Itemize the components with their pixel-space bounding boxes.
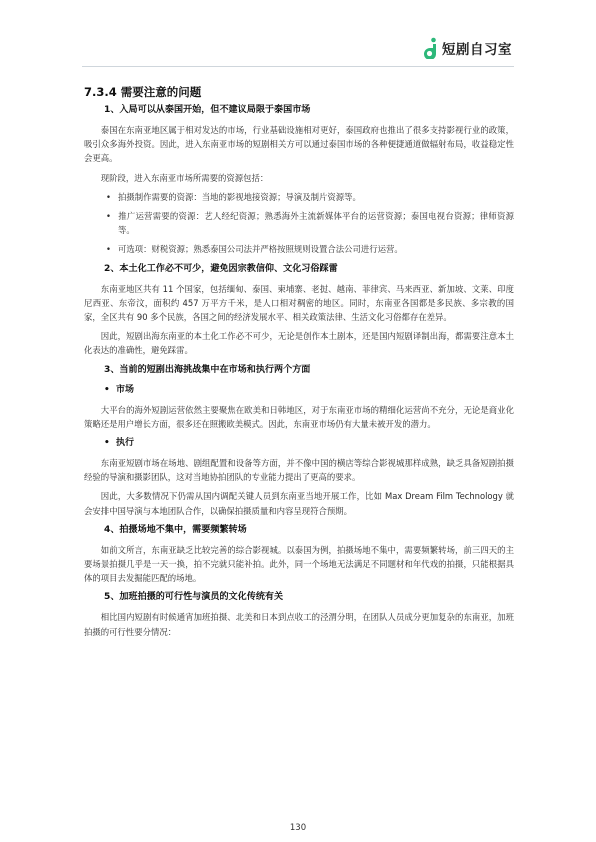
subheading-3: 3、当前的短剧出海挑战集中在市场和执行两个方面 bbox=[104, 364, 311, 375]
paragraph: 因此，短剧出海东南亚的本土化工作必不可少，无论是创作本土剧本，还是国内短剧译制出海，都需要注意本土化表达的准确性，避免踩雷。 bbox=[84, 331, 514, 356]
bullet-heading-execution: • 执行 bbox=[104, 438, 135, 449]
paragraph: 大平台的海外短剧运营依然主要聚焦在欧美和日韩地区，对于东南亚市场的精细化运营尚不充分，无论是商业化策略还是用户增长方面，很多还在照搬欧美模式。因此，东南亚市场仍有大量未被开发的潜力。 bbox=[84, 404, 514, 429]
paragraph: 如前文所言，东南亚缺乏比较完善的综合影视城。以泰国为例，拍摄场地不集中，需要频繁转场，前三四天的主要场景拍摄几乎是一天一换，拍不完就只能补拍。此外，同一个场地无法满足不同题材和年代戏的拍摄，只能根据具体的项目去发掘能匹配的场地。 bbox=[84, 544, 514, 584]
subheading-2: 2、本土化工作必不可少，避免因宗教信仰、文化习俗踩雷 bbox=[104, 263, 338, 274]
bullet-dot-icon: • bbox=[104, 438, 110, 449]
subheading-4: 4、拍摄场地不集中，需要频繁转场 bbox=[104, 524, 247, 535]
page-header bbox=[82, 26, 514, 67]
section-title: 7.3.4 需要注意的问题 bbox=[84, 85, 202, 99]
paragraph: 现阶段，进入东南亚市场所需要的资源包括： bbox=[100, 172, 269, 183]
subheading-5: 5、加班拍摄的可行性与演员的文化传统有关 bbox=[104, 592, 284, 603]
page-number: 130 bbox=[289, 823, 307, 833]
paragraph: 因此，大多数情况下仍需从国内调配关键人员到东南亚当地开展工作，比如 Max Dream Film Technology 就会安排中国导演与本地团队合作，以确保拍摄质量和内容呈现符合预期。 bbox=[84, 491, 514, 516]
paragraph: 相比国内短剧有时候通宵加班拍摄、北美和日本到点收工的泾渭分明，在团队人员成分更加复杂的东南亚，加班拍摄的可行性要分情况： bbox=[84, 612, 514, 637]
bullet-item: • 拍摄制作需要的资源：当地的影视地接资源；导演及制片资源等。 bbox=[84, 190, 514, 204]
subheading-1: 1、入局可以从泰国开始，但不建议局限于泰国市场 bbox=[104, 105, 311, 115]
paragraph: 东南亚地区共有 11 个国家，包括缅甸、泰国、柬埔寨、老挝、越南、菲律宾、马来西亚、新加坡、文莱、印度尼西亚、东帝汶，面积约 457 万平方千米，是人口相对稠密的地区。同时，东南亚各国都是多民族、多宗教的国家，全区共有 90 多个民族，各国之间的经济发展水平、相关政策法律、生活文化习俗都存在差异。 bbox=[84, 283, 514, 323]
brand-logo-icon bbox=[421, 37, 439, 59]
bullet-heading-market: • 市场 bbox=[104, 384, 135, 395]
brand-logo bbox=[421, 36, 512, 60]
bullet-dot-icon: • bbox=[104, 384, 110, 395]
bullet-item: • 可选项：财税资源；熟悉泰国公司法并严格按照规则设置合法公司进行运营。 bbox=[84, 242, 514, 256]
bullet-dot-icon: • bbox=[106, 211, 111, 222]
bullet-dot-icon: • bbox=[106, 191, 111, 202]
brand-name: 短剧自习室 bbox=[442, 42, 512, 58]
paragraph: 东南亚短剧市场在场地、剧组配置和设备等方面，并不像中国的横店等综合影视城那样成熟，缺乏具备短剧拍摄经验的导演和摄影团队，这对当地协拍团队的专业能力提出了更高的要求。 bbox=[84, 458, 514, 483]
page-content bbox=[84, 84, 514, 644]
bullet-item: • 推广运营需要的资源：艺人经纪资源；熟悉海外主流新媒体平台的运营资源；泰国电视台资源；律师资源等。 bbox=[106, 211, 514, 236]
bullet-dot-icon: • bbox=[106, 244, 111, 255]
paragraph: 泰国在东南亚地区属于相对发达的市场，行业基础设施相对更好，泰国政府也推出了很多支持影视行业的政策，吸引众多海外投资。因此，进入东南亚市场的短剧相关方可以通过泰国市场的各种便捷通道做辐射布局，收益稳定性会更高。 bbox=[84, 125, 514, 164]
